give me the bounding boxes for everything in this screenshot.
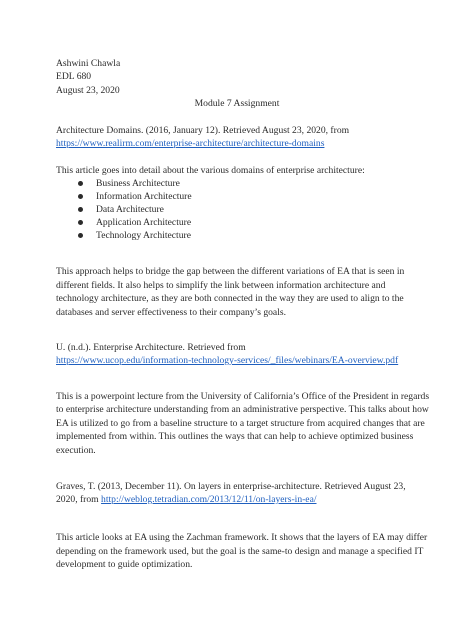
bullet-icon (78, 220, 83, 225)
entry-3-summary-line: depending on the framework used, but the goal is the same-to design and manage a specified IT (56, 546, 424, 557)
entry-1-summary-line: databases and server effectiveness to their company’s goals. (56, 307, 286, 318)
entry-2-summary-line: EA is utilized to go from a baseline structure to a target structure from acquired changes that are (56, 418, 425, 429)
citation-2: U. (n.d.). Enterprise Architecture. Retrieved from (56, 342, 246, 353)
entry-1-summary-line: different fields. It also helps to simplify the link between information architecture and (56, 280, 386, 291)
entry-2-summary-line: execution. (56, 445, 96, 456)
entry-2-summary-line: to enterprise architecture understanding from an administrative perspective. This talks about how (56, 404, 429, 415)
list-item: Technology Architecture (78, 229, 192, 242)
citation-2-link-line (56, 354, 398, 367)
citation-3-link-line (56, 493, 317, 506)
entry-3-summary-line: This article looks at EA using the Zachman framework. It shows that the layers of EA may differ (56, 532, 428, 543)
list-item: Information Architecture (78, 190, 192, 203)
citation-1: Architecture Domains. (2016, January 12). Retrieved August 23, 2020, from (56, 125, 350, 136)
bullet-icon (78, 207, 83, 212)
citation-3-prefix: 2020, from (56, 494, 102, 505)
list-item: Application Architecture (78, 216, 192, 229)
bullet-icon (78, 194, 83, 199)
entry-1-intro: This article goes into detail about the various domains of enterprise architecture: (56, 165, 365, 176)
citation-2-link[interactable]: https://www.ucop.edu/information-technology-services/_files/webinars/EA-overview.pdf (56, 355, 399, 366)
entry-3-summary-line: development to guide optimization. (56, 559, 193, 570)
citation-1-link-line (56, 137, 324, 150)
course-code: EDL 680 (56, 71, 92, 82)
citation-3-link[interactable]: http://weblog.tetradian.com/2013/12/11/on-layers-in-ea/ (101, 494, 317, 505)
author-name: Ashwini Chawla (56, 58, 121, 69)
entry-2-summary-line: This is a powerpoint lecture from the University of California’s Office of the President in regards (56, 391, 430, 402)
assignment-title: Module 7 Assignment (194, 98, 280, 109)
bullet-icon (78, 181, 83, 186)
list-item: Data Architecture (78, 203, 192, 216)
entry-1-summary-line: technology architecture, as they are both connected in the way they are used to align to the (56, 293, 404, 304)
bullet-icon (78, 233, 83, 238)
domains-list (78, 177, 192, 242)
entry-1-summary-line: This approach helps to bridge the gap between the different variations of EA that is seen in (56, 266, 405, 277)
entry-2-summary-line: implemented from within. This outlines the ways that can help to achieve optimized business (56, 431, 414, 442)
citation-3: Graves, T. (2013, December 11). On layers in enterprise-architecture. Retrieved August 23, (56, 481, 406, 492)
citation-1-link[interactable]: https://www.realirm.com/enterprise-architecture/architecture-domains (56, 138, 325, 149)
list-item: Business Architecture (78, 177, 192, 190)
submission-date: August 23, 2020 (56, 85, 120, 96)
